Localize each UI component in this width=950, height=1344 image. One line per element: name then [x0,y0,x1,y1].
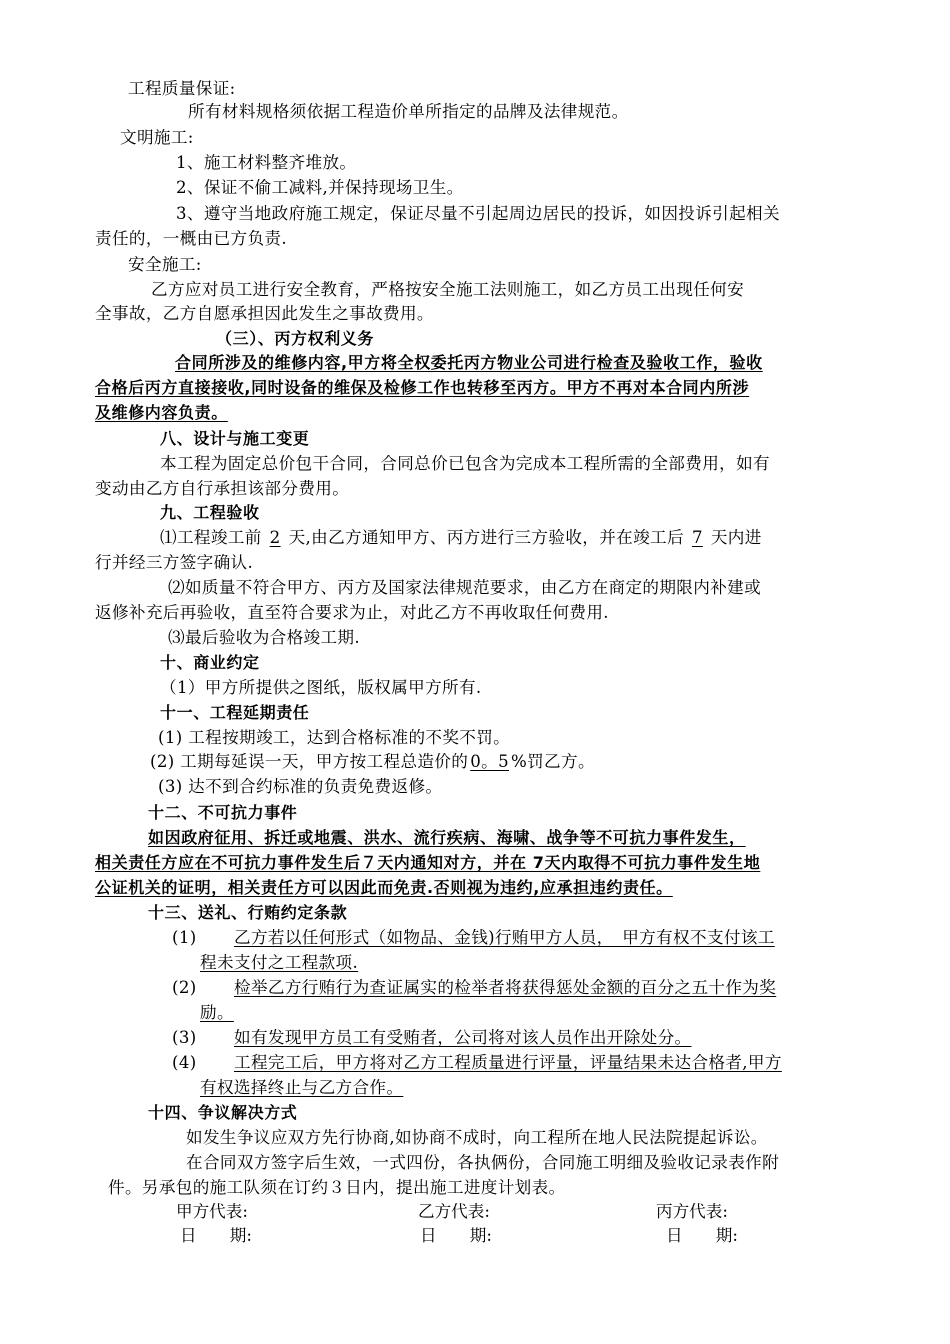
section-13-number-1: (1) [172,928,197,947]
section-9-item-1-cont: 行并经三方签字确认. [95,553,254,572]
section-11-item-3: (3) 达不到合约标准的负责免费返修。 [158,777,443,796]
item-2-text-a: (2) 工期每延误一天，甲方按工程总造价的 [150,752,469,771]
section-9-item-3: ⑶最后验收为合格竣工期. [168,628,361,647]
item-2-text-b: %罚乙方。 [511,752,595,771]
section-12-heading: 十二、不可抗力事件 [148,803,298,822]
party-c-heading: （三）、丙方权利义务 [216,329,375,348]
section-11-heading: 十一、工程延期责任 [160,703,310,722]
days-after-value: 7 [691,528,703,547]
civil-item-1: 1、施工材料整齐堆放。 [176,153,357,172]
party-c-text-line1: 合同所涉及的维修内容,甲方将全权委托丙方物业公司进行检查及验收工作，验收 [175,353,763,372]
safety-text-cont: 全事故，乙方自愿承担因此发生之事故费用。 [95,304,434,323]
section-13-item-4-cont: 有权选择终止与乙方合作。 [200,1078,404,1097]
section-13-item-2: 检举乙方行贿行为查证属实的检举者将获得惩处金额的百分之五十作为奖 [234,978,777,997]
section-10-heading: 十、商业约定 [160,653,260,672]
quality-text: 所有材料规格须依据工程造价单所指定的品牌及法律规范。 [188,102,629,121]
section-9-heading: 九、工程验收 [160,503,260,522]
section-11-item-1: (1) 工程按期竣工，达到合格标准的不奖不罚。 [158,728,511,747]
section-8-heading: 八、设计与施工变更 [160,429,310,448]
section-9-item-2-cont: 返修补充后再验收，直至符合要求为止，对此乙方不再收取任何费用. [95,603,609,622]
effect-text: 在合同双方签字后生效，一式四份，各执俩份，合同施工明细及验收记录表作附 [186,1153,780,1172]
section-13-item-3: 如有发现甲方员工有受贿者，公司将对该人员作出开除处分。 [234,1028,692,1047]
party-c-text [95,351,763,374]
section-13-item-2-cont: 励。 [200,1003,234,1022]
party-b-representative-label: 乙方代表: [418,1202,490,1221]
section-9-item-1 [160,526,762,549]
party-c-text-line2: 合格后丙方直接接收,同时设备的维保及检修工作也转移至丙方。甲方不再对本合同内所涉 [95,378,750,397]
item-1-text-b: 天,由乙方通知甲方、丙方进行三方验收，并在竣工后 [288,528,684,547]
section-12-text: 如因政府征用、拆迁或地震、洪水、流行疾病、海啸、战争等不可抗力事件发生， [148,828,746,847]
quality-heading: 工程质量保证: [128,79,236,98]
section-13-item-4: 工程完工后，甲方将对乙方工程质量进行评量，评量结果未达合格者,甲方 [234,1053,782,1072]
penalty-rate-value: 0。5 [470,752,509,771]
safety-text: 乙方应对员工进行安全教育，严格按安全施工法则施工，如乙方员工出现任何安 [151,280,745,299]
days-before-value: 2 [269,528,281,547]
section-13-item-1-cont: 程未支付之工程款项. [200,953,359,972]
section-11-item-2 [150,750,595,773]
party-c-date-label: 日 期: [666,1226,738,1245]
party-a-representative-label: 甲方代表: [176,1202,248,1221]
section-8-text-cont: 变动由乙方自行承担该部分费用。 [95,479,350,498]
section-8-text: 本工程为固定总价包干合同，合同总价已包含为完成本工程所需的全部费用，如有 [160,454,770,473]
item-1-text-a: ⑴工程竣工前 [160,528,262,547]
civil-item-3-cont: 责任的，一概由已方负责. [95,229,288,248]
civil-item-3: 3、遵守当地政府施工规定，保证尽量不引起周边居民的投诉，如因投诉引起相关 [176,204,780,223]
section-14-heading: 十四、争议解决方式 [148,1103,298,1122]
section-13-item-1: 乙方若以任何形式（如物品、金钱)行贿甲方人员， 甲方有权不支付该工 [234,928,775,947]
section-12-text-line2: 相关责任方应在不可抗力事件发生后７天内通知对方，并在 7天内取得不可抗力事件发生地 [95,853,761,872]
section-10-item-1: （1）甲方所提供之图纸，版权属甲方所有. [160,678,482,697]
effect-text-cont: 件。另承包的施工队须在订约３日内，提出施工进度计划表。 [108,1178,566,1197]
section-13-number-4: (4) [172,1053,197,1072]
party-a-date-label: 日 期: [180,1226,252,1245]
safety-heading: 安全施工: [128,255,202,274]
party-b-date-label: 日 期: [420,1226,492,1245]
civil-heading: 文明施工: [120,128,194,147]
party-c-text-line3: 及维修内容负责。 [95,403,228,422]
section-12-text-line3: 公证机关的证明，相关责任方可以因此而免责.否则视为违约,应承担违约责任。 [95,878,673,897]
section-9-item-2: ⑵如质量不符合甲方、丙方及国家法律规范要求，由乙方在商定的期限内补建或 [168,578,762,597]
section-13-number-3: (3) [172,1028,197,1047]
civil-item-2: 2、保证不偷工减料,并保持现场卫生。 [176,178,464,197]
item-1-text-c: 天内进 [710,528,762,547]
section-14-text: 如发生争议应双方先行协商,如协商不成时，向工程所在地人民法院提起诉讼。 [186,1128,768,1147]
section-13-number-2: (2) [172,978,197,997]
party-c-representative-label: 丙方代表: [656,1202,728,1221]
section-13-heading: 十三、送礼、行贿约定条款 [148,903,348,922]
